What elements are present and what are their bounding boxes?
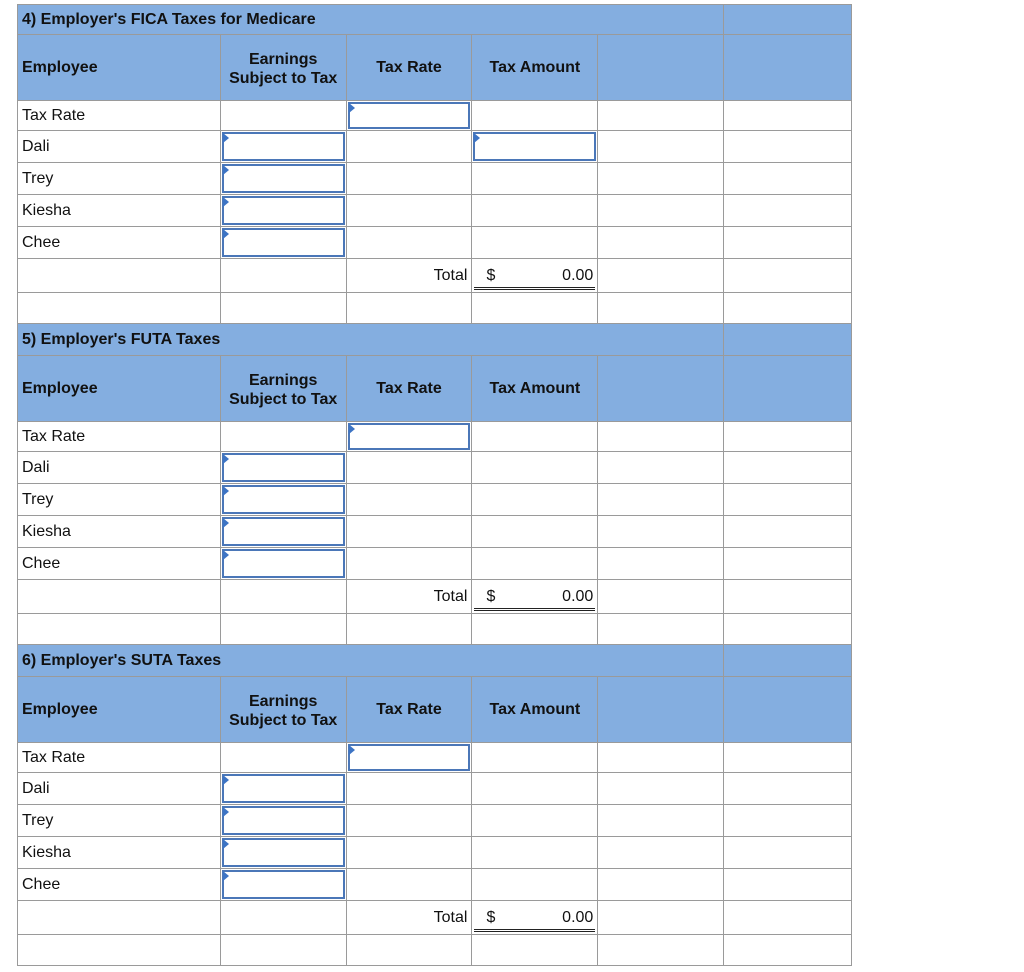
employee-name: Chee	[18, 869, 221, 901]
column-header-row	[17, 677, 852, 743]
empty-cell	[724, 101, 852, 131]
earnings-input-cell	[221, 837, 347, 869]
empty-cell	[347, 548, 473, 580]
earnings-input-cell	[221, 452, 347, 484]
employee-name: Trey	[18, 805, 221, 837]
double-underline	[474, 287, 595, 290]
employee-row	[17, 131, 852, 163]
header-blank	[724, 35, 852, 101]
empty-cell	[347, 773, 473, 805]
empty-cell	[347, 163, 473, 195]
header-blank	[598, 677, 724, 743]
tax-rate-input-cell	[347, 743, 473, 773]
double-underline	[474, 929, 595, 932]
empty-cell	[724, 163, 852, 195]
empty-cell	[598, 227, 724, 259]
section-title-row	[17, 324, 852, 356]
empty-cell	[221, 101, 347, 131]
empty-cell	[598, 773, 724, 805]
employee-row	[17, 195, 852, 227]
empty-cell	[472, 484, 598, 516]
total-row	[17, 901, 852, 935]
empty-cell	[18, 580, 221, 614]
empty-cell	[347, 452, 473, 484]
empty-cell	[598, 837, 724, 869]
empty-cell	[724, 422, 852, 452]
earnings-input[interactable]	[222, 228, 345, 257]
total-value: 0.00	[562, 266, 594, 284]
empty-cell	[221, 743, 347, 773]
earnings-input-cell	[221, 163, 347, 195]
empty-cell	[472, 614, 598, 645]
header-tax-rate: Tax Rate	[347, 35, 473, 101]
earnings-input-cell	[221, 869, 347, 901]
employee-name: Kiesha	[18, 837, 221, 869]
header-blank	[598, 35, 724, 101]
empty-cell	[472, 227, 598, 259]
empty-cell	[347, 935, 473, 966]
empty-cell	[347, 869, 473, 901]
employee-name: Dali	[18, 452, 221, 484]
empty-cell	[598, 516, 724, 548]
empty-cell	[18, 935, 221, 966]
employee-name: Dali	[18, 773, 221, 805]
empty-cell	[472, 935, 598, 966]
empty-cell	[724, 805, 852, 837]
employee-row	[17, 837, 852, 869]
empty-cell	[472, 743, 598, 773]
earnings-input[interactable]	[222, 132, 345, 161]
empty-cell	[347, 227, 473, 259]
empty-cell	[724, 580, 852, 614]
column-header-row	[17, 35, 852, 101]
employee-row	[17, 548, 852, 580]
employee-row	[17, 516, 852, 548]
total-row	[17, 259, 852, 293]
currency-symbol: $	[486, 587, 496, 605]
empty-cell	[347, 614, 473, 645]
empty-cell	[598, 195, 724, 227]
employee-name: Trey	[18, 484, 221, 516]
section-title: 4) Employer's FICA Taxes for Medicare	[18, 4, 724, 35]
section-6	[17, 645, 852, 966]
tax-rate-label: Tax Rate	[18, 101, 221, 131]
empty-cell	[347, 293, 473, 324]
header-earnings: Earnings Subject to Tax	[221, 677, 347, 743]
employee-name: Kiesha	[18, 195, 221, 227]
employee-row	[17, 773, 852, 805]
section-title: 5) Employer's FUTA Taxes	[18, 324, 724, 356]
earnings-input-cell	[221, 227, 347, 259]
earnings-input[interactable]	[222, 485, 345, 514]
tax-rate-label: Tax Rate	[18, 422, 221, 452]
empty-cell	[18, 614, 221, 645]
currency-symbol: $	[486, 266, 496, 284]
earnings-input[interactable]	[222, 870, 345, 899]
empty-cell	[598, 869, 724, 901]
tax-rate-row	[17, 422, 852, 452]
employee-name: Dali	[18, 131, 221, 163]
tax-amount-input[interactable]	[473, 132, 596, 161]
empty-cell	[472, 548, 598, 580]
empty-cell	[724, 259, 852, 293]
empty-cell	[598, 293, 724, 324]
empty-cell	[18, 259, 221, 293]
employee-name: Kiesha	[18, 516, 221, 548]
earnings-input[interactable]	[222, 774, 345, 803]
tax-rate-row	[17, 101, 852, 131]
employee-row	[17, 227, 852, 259]
empty-cell	[724, 901, 852, 935]
header-tax-amount: Tax Amount	[472, 35, 598, 101]
tax-rate-row	[17, 743, 852, 773]
currency-symbol: $	[486, 908, 496, 926]
empty-cell	[724, 484, 852, 516]
employee-row	[17, 452, 852, 484]
empty-cell	[724, 195, 852, 227]
empty-cell	[724, 837, 852, 869]
employee-name: Trey	[18, 163, 221, 195]
empty-cell	[598, 743, 724, 773]
section-4	[17, 4, 852, 324]
empty-cell	[598, 935, 724, 966]
header-blank	[598, 356, 724, 422]
earnings-input-cell	[221, 195, 347, 227]
empty-cell	[347, 131, 473, 163]
blank-row	[17, 614, 852, 645]
header-blank	[724, 356, 852, 422]
total-value: 0.00	[562, 587, 594, 605]
earnings-input[interactable]	[222, 806, 345, 835]
tax-rate-input-cell	[347, 101, 473, 131]
header-earnings: Earnings Subject to Tax	[221, 356, 347, 422]
section-5	[17, 324, 852, 645]
employee-name: Chee	[18, 548, 221, 580]
empty-cell	[598, 101, 724, 131]
employee-name: Chee	[18, 227, 221, 259]
header-tax-amount: Tax Amount	[472, 677, 598, 743]
earnings-input[interactable]	[222, 517, 345, 546]
empty-cell	[347, 516, 473, 548]
earnings-input[interactable]	[222, 164, 345, 193]
empty-cell	[472, 773, 598, 805]
header-tax-amount: Tax Amount	[472, 356, 598, 422]
empty-cell	[724, 227, 852, 259]
header-employee: Employee	[18, 677, 221, 743]
earnings-input-cell	[221, 548, 347, 580]
empty-cell	[472, 293, 598, 324]
title-spacer	[724, 4, 852, 35]
blank-row	[17, 293, 852, 324]
total-value: 0.00	[562, 908, 594, 926]
section-title-row	[17, 645, 852, 677]
empty-cell	[472, 516, 598, 548]
header-employee: Employee	[18, 35, 221, 101]
tax-amount-input-cell	[472, 131, 598, 163]
empty-cell	[598, 163, 724, 195]
empty-cell	[598, 548, 724, 580]
empty-cell	[221, 259, 347, 293]
total-amount	[472, 259, 598, 293]
section-title-row	[17, 4, 852, 35]
empty-cell	[724, 743, 852, 773]
total-label: Total	[347, 580, 473, 614]
earnings-input-cell	[221, 484, 347, 516]
earnings-input-cell	[221, 516, 347, 548]
employee-row	[17, 163, 852, 195]
empty-cell	[598, 259, 724, 293]
earnings-input[interactable]	[222, 453, 345, 482]
empty-cell	[472, 452, 598, 484]
empty-cell	[724, 131, 852, 163]
empty-cell	[472, 195, 598, 227]
header-blank	[724, 677, 852, 743]
title-spacer	[724, 324, 852, 356]
empty-cell	[221, 901, 347, 935]
empty-cell	[472, 101, 598, 131]
section-title: 6) Employer's SUTA Taxes	[18, 645, 724, 677]
empty-cell	[598, 614, 724, 645]
empty-cell	[347, 805, 473, 837]
empty-cell	[598, 805, 724, 837]
empty-cell	[724, 452, 852, 484]
empty-cell	[347, 195, 473, 227]
blank-row	[17, 935, 852, 966]
empty-cell	[347, 484, 473, 516]
empty-cell	[472, 869, 598, 901]
empty-cell	[472, 805, 598, 837]
tax-rate-input[interactable]	[348, 744, 471, 771]
double-underline	[474, 608, 595, 611]
employee-row	[17, 869, 852, 901]
header-tax-rate: Tax Rate	[347, 677, 473, 743]
employee-row	[17, 484, 852, 516]
worksheet	[17, 4, 852, 966]
empty-cell	[598, 452, 724, 484]
empty-cell	[472, 837, 598, 869]
empty-cell	[724, 293, 852, 324]
empty-cell	[724, 773, 852, 805]
empty-cell	[724, 935, 852, 966]
total-row	[17, 580, 852, 614]
tax-rate-input[interactable]	[348, 423, 471, 450]
total-amount	[472, 580, 598, 614]
empty-cell	[598, 422, 724, 452]
tax-rate-input-cell	[347, 422, 473, 452]
total-label: Total	[347, 901, 473, 935]
empty-cell	[472, 163, 598, 195]
tax-rate-input[interactable]	[348, 102, 471, 129]
earnings-input[interactable]	[222, 549, 345, 578]
empty-cell	[221, 935, 347, 966]
empty-cell	[724, 516, 852, 548]
empty-cell	[724, 548, 852, 580]
tax-rate-label: Tax Rate	[18, 743, 221, 773]
employee-row	[17, 805, 852, 837]
empty-cell	[724, 869, 852, 901]
earnings-input-cell	[221, 773, 347, 805]
empty-cell	[472, 422, 598, 452]
empty-cell	[724, 614, 852, 645]
header-employee: Employee	[18, 356, 221, 422]
title-spacer	[724, 645, 852, 677]
earnings-input-cell	[221, 805, 347, 837]
empty-cell	[221, 580, 347, 614]
empty-cell	[221, 614, 347, 645]
total-label: Total	[347, 259, 473, 293]
earnings-input[interactable]	[222, 838, 345, 867]
empty-cell	[221, 293, 347, 324]
column-header-row	[17, 356, 852, 422]
empty-cell	[347, 837, 473, 869]
empty-cell	[18, 293, 221, 324]
total-amount	[472, 901, 598, 935]
empty-cell	[18, 901, 221, 935]
empty-cell	[221, 422, 347, 452]
empty-cell	[598, 131, 724, 163]
header-tax-rate: Tax Rate	[347, 356, 473, 422]
header-earnings: Earnings Subject to Tax	[221, 35, 347, 101]
empty-cell	[598, 580, 724, 614]
empty-cell	[598, 484, 724, 516]
empty-cell	[598, 901, 724, 935]
earnings-input-cell	[221, 131, 347, 163]
earnings-input[interactable]	[222, 196, 345, 225]
